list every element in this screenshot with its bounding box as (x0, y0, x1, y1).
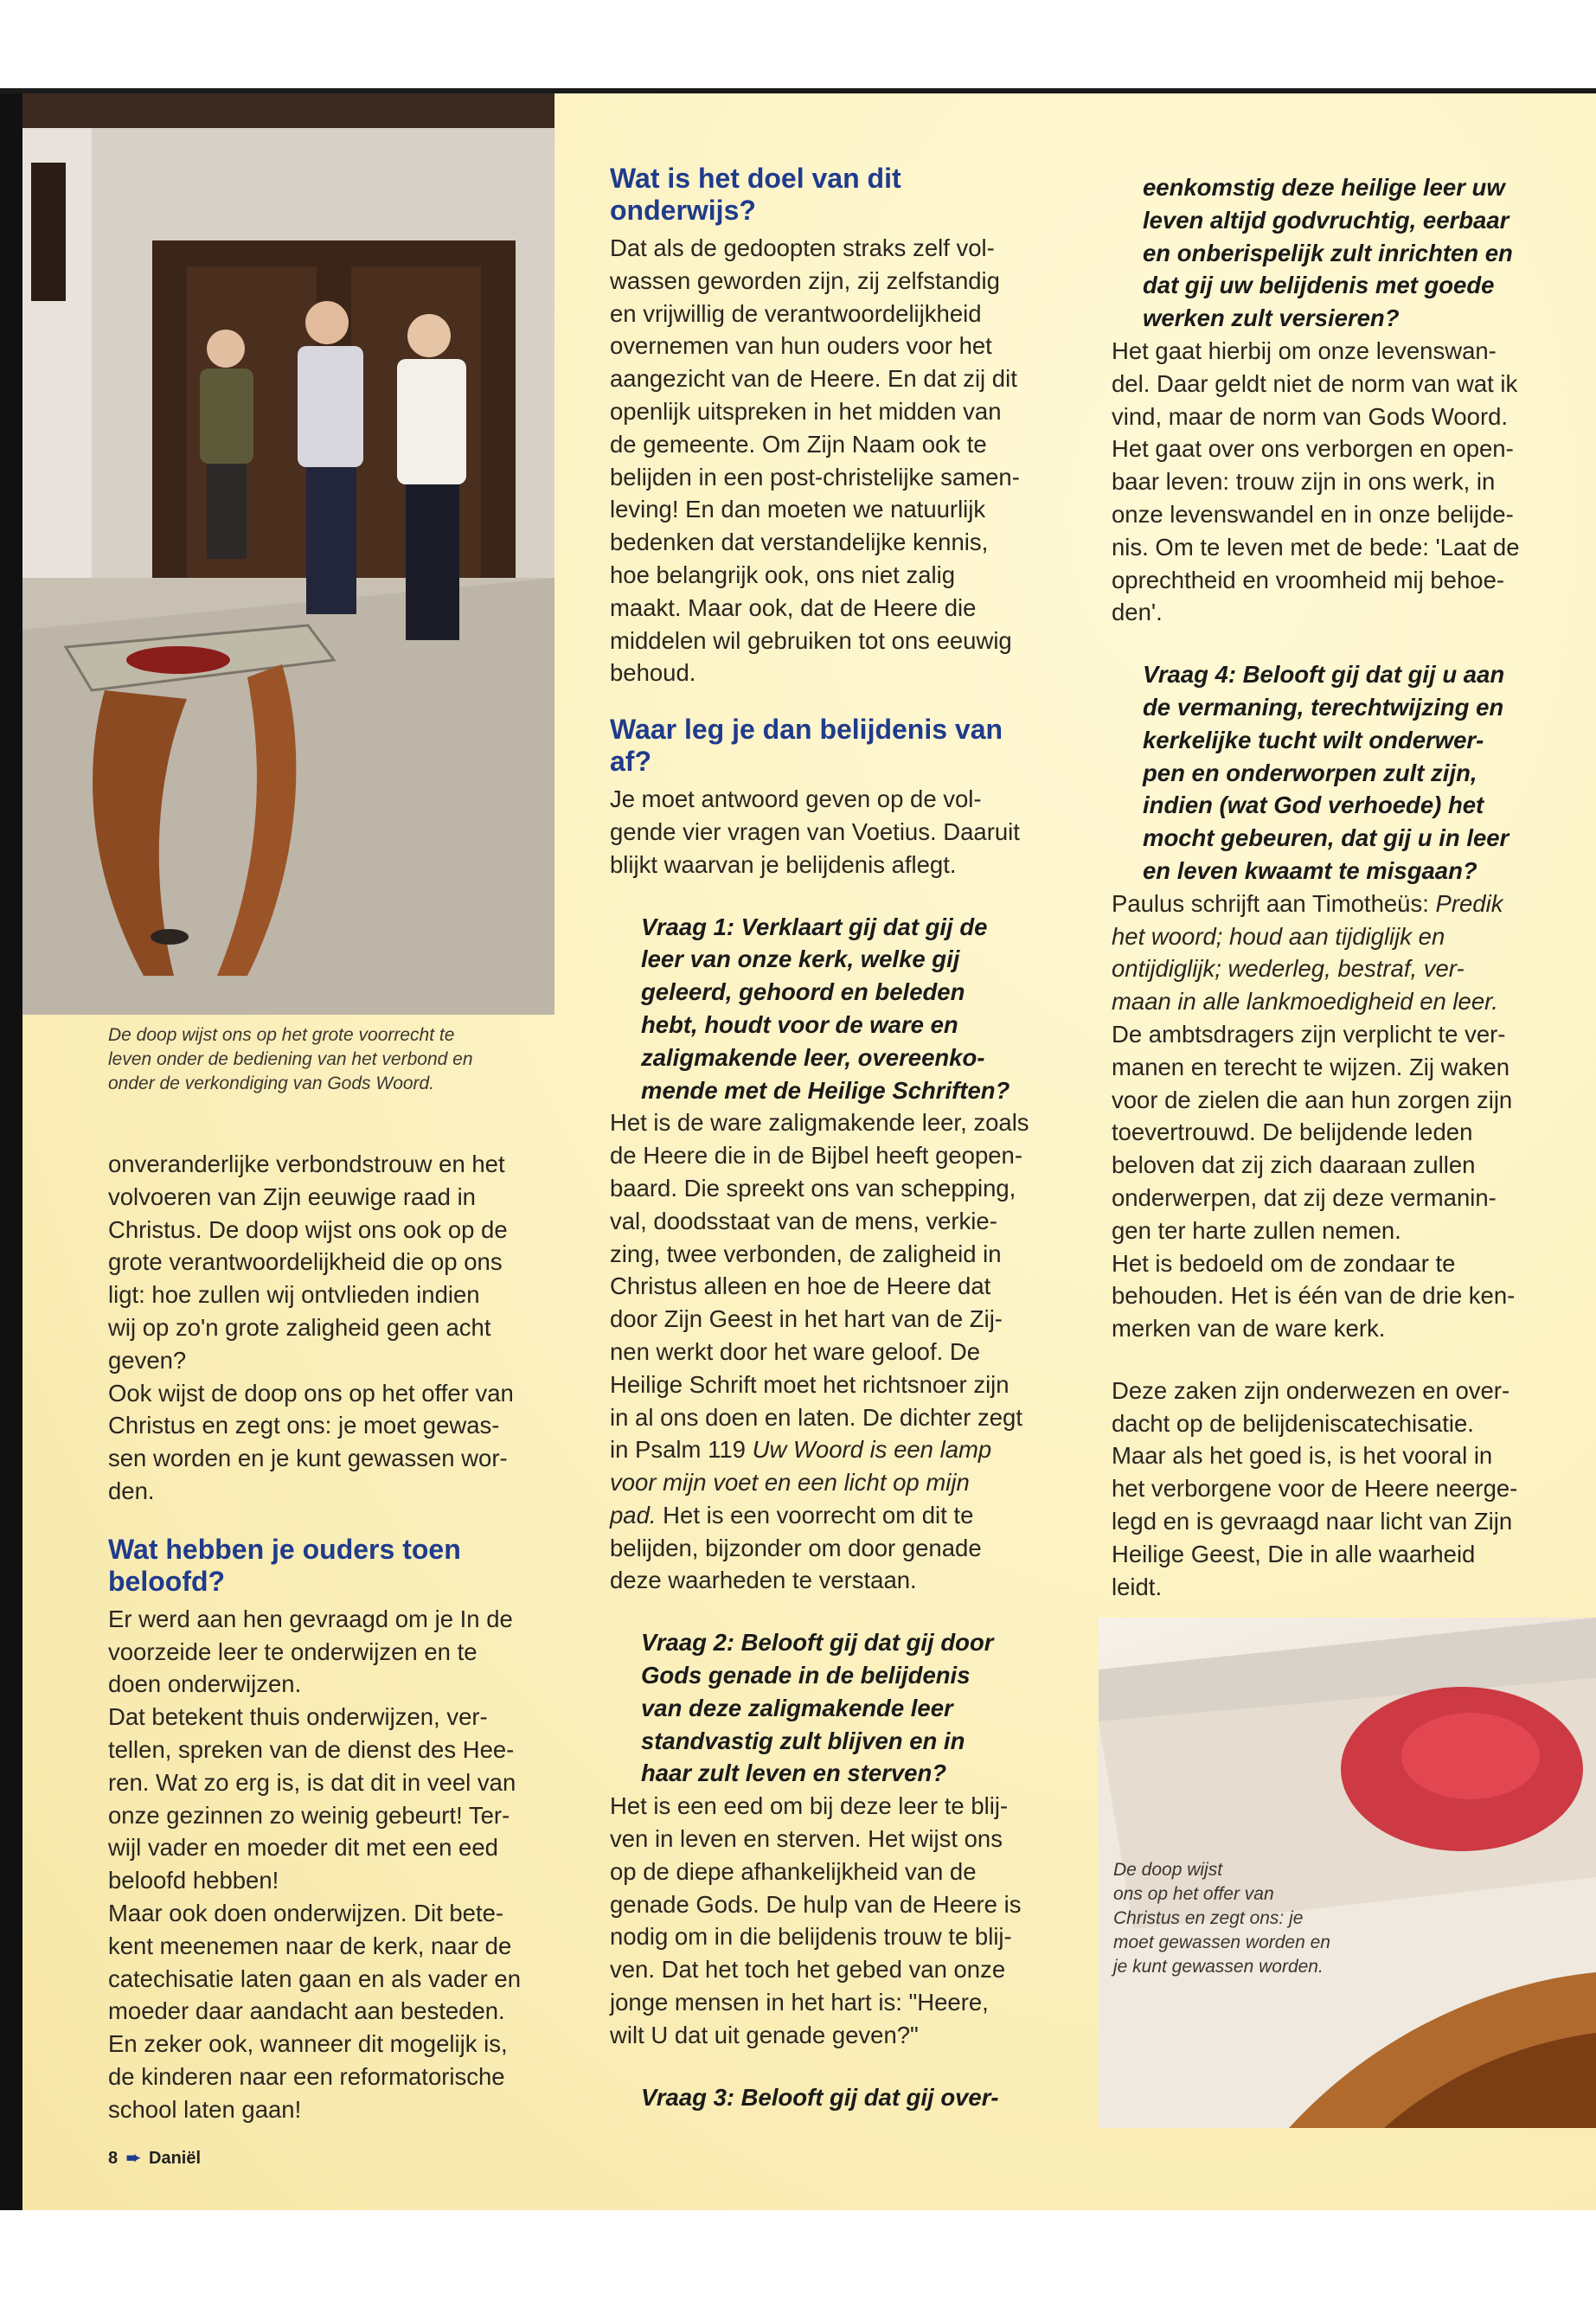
text-line: belijden, bijzonder om door genade (610, 1534, 982, 1561)
text-line: deze waarheden te verstaan. (610, 1567, 917, 1594)
text-line: tellen, spreken van de dienst des Hee- (108, 1735, 515, 1763)
text-line: Dat als de gedoopten straks zelf vol- (610, 234, 995, 261)
caption-line: leven onder de bediening van het verbond en (108, 1049, 473, 1069)
text-line: mocht gebeuren, dat gij u in leer (1143, 824, 1509, 852)
psalm-quote: pad. (610, 1501, 657, 1529)
heading-line: onderwijs? (610, 195, 756, 226)
text-line: haar zult leven en sterven? (641, 1759, 947, 1787)
text-line: hebt, houdt voor de ware en (641, 1010, 958, 1038)
text-line: geleerd, gehoord en beleden (641, 978, 965, 1006)
question-3-continued (1112, 171, 1570, 335)
paragraph (108, 1603, 567, 1701)
text-line: wijl vader en moeder dit met een eed (108, 1834, 498, 1862)
text-line: vind, maar de norm van Gods Woord. (1112, 402, 1509, 430)
text-line: leidt. (1112, 1573, 1163, 1600)
text-line: onze gezinnen zo weinig gebeurt! Ter- (108, 1801, 510, 1829)
paragraph (610, 1790, 1077, 2051)
caption-line: moet gewassen worden en (1113, 1932, 1330, 1952)
text-line: wassen geworden zijn, zij zelfstandig (610, 266, 1000, 294)
text-line: zaligmakende leer, overeenko- (641, 1043, 985, 1071)
text-line: dat gij uw belijdenis met goede (1143, 272, 1495, 299)
text-line: eenkomstig deze heilige leer uw (1143, 174, 1505, 201)
heading-line: af? (610, 746, 651, 778)
column-2 (610, 163, 1077, 2113)
text-line: de gemeente. Om Zijn Naam ook te (610, 430, 987, 458)
bible-quote: ontijdiglijk; wederleg, bestraf, ver- (1112, 955, 1465, 983)
text-line: grote verantwoordelijkheid die op ons (108, 1248, 503, 1276)
text-line: voor de zielen die aan hun zorgen zijn (1112, 1086, 1513, 1113)
photo-baptism-font (22, 93, 554, 1015)
text-line: Christus en zegt ons: je moet gewas- (108, 1412, 500, 1439)
text-line: behoud. (610, 659, 696, 687)
text-line: gen ter harte zullen nemen. (1112, 1216, 1401, 1244)
text-line: den. (108, 1477, 155, 1504)
text-line: indien (wat God verhoede) het (1143, 792, 1484, 819)
text-line: op de diepe afhankelijkheid van de (610, 1857, 977, 1885)
text-line: in Psalm 119 (610, 1436, 753, 1464)
text-line: Er werd aan hen gevraagd om je In de (108, 1605, 513, 1632)
text-line: pen en onderworpen zult zijn, (1143, 759, 1477, 786)
text-line: in al ons doen en laten. De dichter zegt (610, 1403, 1022, 1431)
text-line: Vraag 4: Belooft gij dat gij u aan (1143, 661, 1505, 689)
section-heading (610, 714, 1077, 778)
paragraph (610, 1106, 1077, 1597)
text-line: dacht op de belijdeniscatechisatie. (1112, 1409, 1474, 1437)
text-line: en leven kwaamt te misgaan? (1143, 856, 1477, 884)
text-line: De ambtsdragers zijn verplicht te ver- (1112, 1020, 1506, 1048)
text-line: volvoeren van Zijn eeuwige raad in (108, 1183, 476, 1210)
text-line: standvastig zult blijven en in (641, 1727, 965, 1754)
text-line: school laten gaan! (108, 2095, 302, 2123)
caption-line: je kunt gewassen worden. (1113, 1957, 1324, 1977)
text-line: Ook wijst de doop ons op het offer van (108, 1379, 514, 1407)
paragraph (108, 1377, 567, 1508)
text-line: leven altijd godvruchtig, eerbaar (1143, 206, 1509, 234)
text-line: door Zijn Geest in het hart van de Zij- (610, 1305, 1003, 1333)
magazine-title: Daniël (149, 2149, 202, 2168)
text-line: nis. Om te leven met de bede: 'Laat de (1112, 533, 1520, 561)
text-line: Christus alleen en hoe de Heere dat (610, 1272, 991, 1300)
bible-quote: het woord; houd aan tijdiglijk en (1112, 922, 1445, 950)
caption-photo-1 (108, 1023, 558, 1096)
arrow-icon: ➨ (125, 2149, 141, 2168)
text-line: beloofd hebben! (108, 1867, 279, 1894)
text-line: Maar ook doen onderwijzen. Dit bete- (108, 1899, 504, 1926)
text-line: Vraag 2: Belooft gij dat gij door (641, 1629, 994, 1657)
text-line: Vraag 3: Belooft gij dat gij over- (641, 2083, 999, 2111)
text-line: Heilige Schrift moet het richtsnoer zijn (610, 1370, 1010, 1398)
text-line: openlijk uitspreken in het midden van (610, 397, 1002, 425)
question-1 (610, 911, 1077, 1107)
text-line: jonge mensen in het hart is: "Heere, (610, 1989, 989, 2016)
text-line: voorzeide leer te onderwijzen en te (108, 1638, 478, 1665)
page-number: 8 (108, 2149, 119, 2168)
psalm-quote: Uw Woord is een lamp (752, 1436, 992, 1464)
paragraph (108, 1897, 567, 2126)
text-line: en onberispelijk zult inrichten en (1143, 239, 1513, 266)
text-line: middelen wil gebruiken tot ons eeuwig (610, 626, 1012, 654)
text-line: val, doodsstaat van de mens, verkie- (610, 1207, 997, 1234)
text-line: del. Daar geldt niet de norm van wat ik (1112, 369, 1518, 397)
text-line: Het is een eed om bij deze leer te blij- (610, 1792, 1009, 1820)
text-line: ren. Wat zo erg is, is dat dit in veel van (108, 1768, 516, 1796)
text-line: moeder daar aandacht aan besteden. (108, 1997, 505, 2025)
text-line: wij op zo'n grote zaligheid geen acht (108, 1313, 491, 1341)
caption-line: ons op het offer van (1113, 1884, 1274, 1904)
text-line: belijden in een post-christelijke samen- (610, 463, 1020, 490)
bible-quote: Predik (1435, 889, 1503, 917)
text-line: oprechtheid en vroomheid mij behoe- (1112, 566, 1505, 593)
paragraph (108, 1148, 567, 1377)
text-line: legd en is gevraagd naar licht van Zijn (1112, 1508, 1513, 1535)
text-line: onveranderlijke verbondstrouw en het (108, 1150, 505, 1177)
text-line: van deze zaligmakende leer (641, 1694, 953, 1721)
question-3-start (610, 2081, 1077, 2114)
question-2 (610, 1626, 1077, 1790)
text-line: behouden. Het is één van de drie ken- (1112, 1282, 1516, 1310)
text-line: Je moet antwoord geven op de vol- (610, 785, 982, 813)
section-heading (108, 1534, 567, 1598)
text-line: geven? (108, 1346, 187, 1374)
text-line: zing, twee verbonden, de zaligheid in (610, 1240, 1002, 1267)
text-line: onze levenswandel en in onze belijde- (1112, 500, 1514, 528)
paragraph (1112, 1247, 1570, 1345)
bible-quote: maan in alle lankmoedigheid en leer. (1112, 988, 1498, 1016)
text-line: overnemen van hun ouders voor het (610, 332, 992, 360)
text-line: maakt. Maar ook, dat de Heere die (610, 593, 977, 621)
paragraph (1112, 1375, 1570, 1604)
section-heading (610, 163, 1077, 227)
paragraph (1112, 888, 1570, 1247)
text-line: En zeker ook, wanneer dit mogelijk is, (108, 2030, 508, 2058)
heading-line: Wat hebben je ouders toen (108, 1533, 461, 1565)
caption-line: onder de verkondiging van Gods Woord. (108, 1074, 435, 1093)
text-line: de vermaning, terechtwijzing en (1143, 693, 1504, 721)
text-line: Vraag 1: Verklaart gij dat gij de (641, 913, 988, 940)
text-line: de Heere die in de Bijbel heeft geopen- (610, 1142, 1023, 1170)
caption-line: Christus en zegt ons: je (1113, 1908, 1304, 1928)
page-footer (108, 2147, 201, 2169)
text-line: Christus. De doop wijst ons ook op de (108, 1215, 508, 1243)
text-line: Het gaat hierbij om onze levenswan- (1112, 336, 1497, 364)
text-line: ven in leven en sterven. Het wijst ons (610, 1825, 1003, 1853)
text-line: manen en terecht te wijzen. Zij waken (1112, 1053, 1510, 1080)
text-line: Deze zaken zijn onderwezen en over- (1112, 1376, 1510, 1404)
text-line: onderwerpen, dat zij deze vermanin- (1112, 1183, 1497, 1211)
text-line: wilt U dat uit genade geven?" (610, 2021, 919, 2048)
text-line: sen worden en je kunt gewassen wor- (108, 1445, 508, 1472)
column-1 (108, 1148, 567, 2126)
text-line: baar leven: trouw zijn in ons werk, in (1112, 468, 1496, 496)
heading-line: beloofd? (108, 1565, 226, 1597)
text-line: nodig om in die belijdenis trouw te blij- (610, 1923, 1012, 1951)
column-3 (1112, 171, 1570, 1603)
text-line: Het gaat over ons verborgen en open- (1112, 435, 1514, 463)
heading-line: Wat is het doel van dit (610, 163, 901, 194)
caption-line: De doop wijst ons op het grote voorrecht te (108, 1025, 455, 1045)
text-line: Maar als het goed is, is het vooral in (1112, 1442, 1493, 1470)
text-line: beloven dat zij zich daaraan zullen (1112, 1151, 1476, 1179)
text-line: Heilige Geest, Die in alle waarheid (1112, 1540, 1476, 1567)
text-line: gende vier vragen van Voetius. Daaruit (610, 817, 1020, 845)
text-line: mende met de Heilige Schriften? (641, 1076, 1010, 1104)
text-line: den'. (1112, 599, 1163, 626)
text-line: Gods genade in de belijdenis (641, 1662, 971, 1689)
text-line: ligt: hoe zullen wij ontvlieden indien (108, 1281, 480, 1309)
text-line: genade Gods. De hulp van de Heere is (610, 1890, 1022, 1918)
text-line: Dat betekent thuis onderwijzen, ver- (108, 1703, 488, 1731)
text-line: doen onderwijzen. (108, 1670, 302, 1698)
text-line: toevertrouwd. De belijdende leden (1112, 1118, 1473, 1146)
text-line: Het is de ware zaligmakende leer, zoals (610, 1109, 1029, 1137)
text-line: Het is bedoeld om de zondaar te (1112, 1249, 1456, 1277)
text-line: bedenken dat verstandelijke kennis, (610, 529, 989, 556)
caption-photo-2 (1113, 1858, 1373, 1979)
paragraph (610, 783, 1077, 881)
question-4 (1112, 658, 1570, 888)
page-left-edge (0, 93, 22, 2210)
text-line: ven. Dat het toch het gebed van onze (610, 1956, 1006, 1984)
paragraph (108, 1701, 567, 1897)
text-line: Het is een voorrecht om dit te (656, 1501, 974, 1529)
text-line: hoe belangrijk ook, ons niet zalig (610, 561, 956, 588)
text-line: werken zult versieren? (1143, 304, 1400, 332)
text-line: kerkelijke tucht wilt onderwer- (1143, 726, 1484, 753)
paragraph (1112, 335, 1570, 629)
text-line: het verborgene voor de Heere neerge- (1112, 1475, 1518, 1503)
text-line: catechisatie laten gaan en als vader en (108, 1965, 521, 1992)
text-line: en vrijwillig de verantwoordelijkheid (610, 299, 982, 327)
text-line: kent meenemen naar de kerk, naar de (108, 1932, 512, 1959)
caption-line: De doop wijst (1113, 1860, 1223, 1880)
paragraph (610, 232, 1077, 689)
text-line: de kinderen naar een reformatorische (108, 2062, 505, 2090)
text-line: leving! En dan moeten we natuurlijk (610, 496, 986, 523)
psalm-quote: voor mijn voet en een licht op mijn (610, 1469, 970, 1497)
photo-baptism-font-illustration (22, 93, 554, 1015)
text-line: aangezicht van de Heere. En dat zij dit (610, 365, 1017, 393)
text-line: nen werkt door het ware geloof. De (610, 1337, 981, 1365)
text-line: leer van onze kerk, welke gij (641, 945, 960, 973)
text-line: baard. Die spreekt ons van schepping, (610, 1174, 1016, 1202)
text-line: merken van de ware kerk. (1112, 1315, 1386, 1343)
text-line: Paulus schrijft aan Timotheüs: (1112, 889, 1436, 917)
heading-line: Waar leg je dan belijdenis van (610, 714, 1003, 746)
text-line: blijkt waarvan je belijdenis aflegt. (610, 850, 957, 878)
